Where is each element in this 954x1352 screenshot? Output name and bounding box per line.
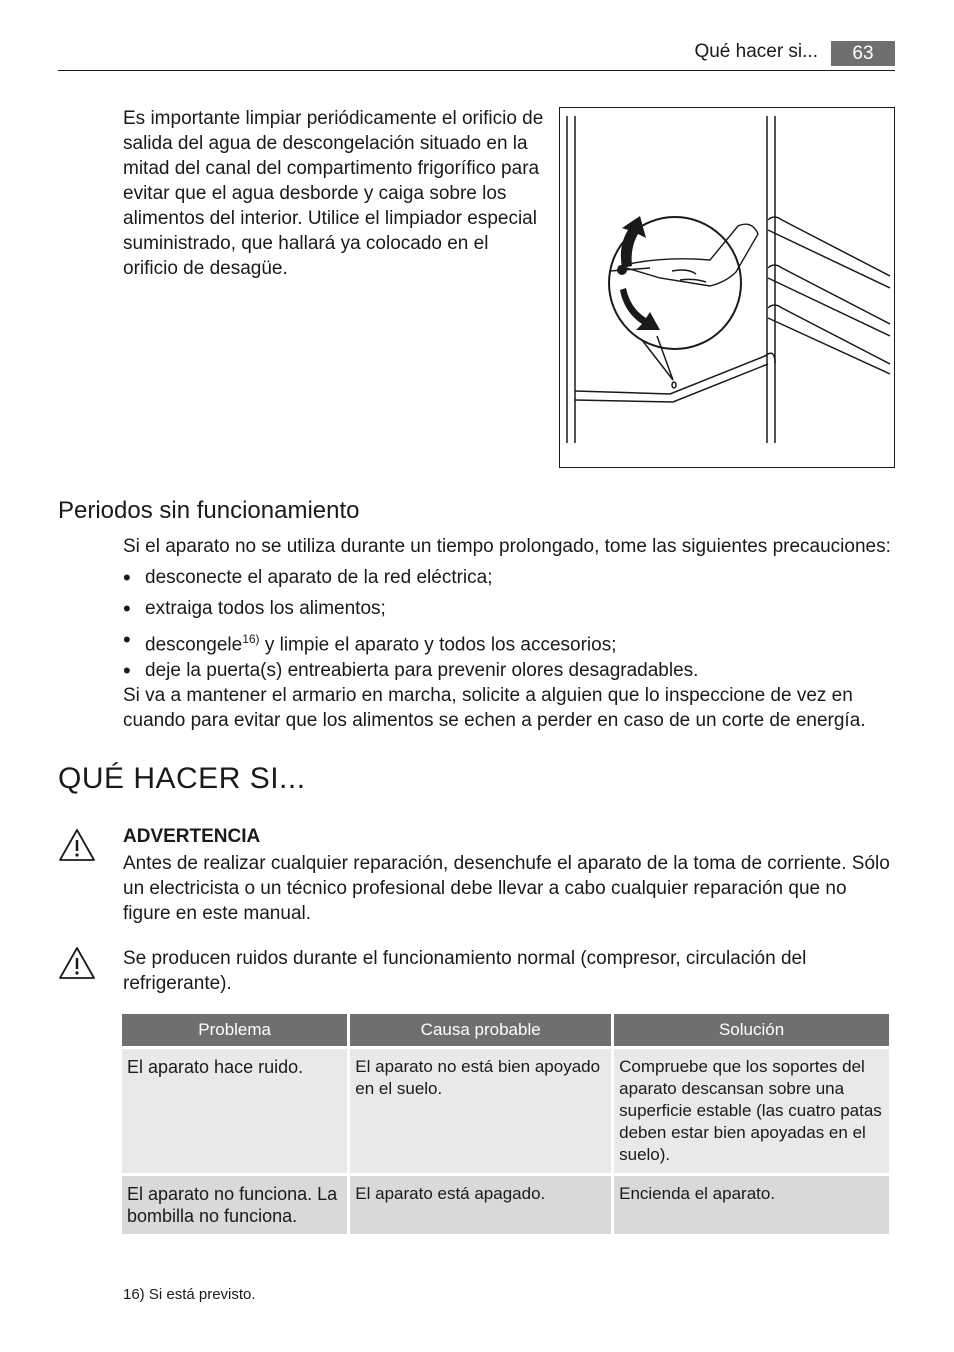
table-cell: El aparato no funciona. La bombilla no funciona. bbox=[122, 1176, 347, 1237]
section-title-periods: Periodos sin funcionamiento bbox=[58, 497, 360, 524]
table-header-row bbox=[122, 1014, 889, 1049]
column-header-cause: Causa probable bbox=[350, 1014, 611, 1049]
drain-cleaner-illustration bbox=[559, 107, 895, 468]
precautions-list bbox=[123, 565, 895, 689]
running-header: Qué hacer si... bbox=[694, 41, 818, 62]
troubleshooting-table bbox=[119, 1014, 892, 1237]
warning-title: ADVERTENCIA bbox=[123, 826, 261, 847]
periods-lead: Si el aparato no se utiliza durante un tiempo prolongado, tome las siguientes precauciones: bbox=[123, 536, 891, 557]
table-cell: Encienda el aparato. bbox=[614, 1176, 889, 1237]
list-item: • deje la puerta(s) entreabierta para prevenir olores desagradables. bbox=[123, 658, 895, 689]
page-number: 63 bbox=[831, 41, 895, 66]
periods-closing: Si va a mantener el armario en marcha, solicite a alguien que lo inspeccione de vez en cuando para evitar que los alimentos se echen a perder en caso de un corte de energía. bbox=[123, 685, 866, 731]
table-cell: Compruebe que los soportes del aparato descansan sobre una superficie estable (las cuatro patas deben estar bien apoyadas en el suelo). bbox=[614, 1049, 889, 1176]
table-cell: El aparato hace ruido. bbox=[122, 1049, 347, 1176]
list-item: • descongele$^{16)}$ y limpie el aparato y todos los accesorios; bbox=[123, 627, 895, 658]
warning-triangle-icon bbox=[58, 828, 96, 862]
column-header-problem: Problema bbox=[122, 1014, 347, 1049]
illustration-svg bbox=[560, 108, 894, 467]
noise-note: Se producen ruidos durante el funcionamiento normal (compresor, circulación del refrigerante). bbox=[123, 948, 807, 994]
footnote-ref: 16) bbox=[242, 632, 260, 646]
table-cell: El aparato está apagado. bbox=[350, 1176, 611, 1237]
list-item: • desconecte el aparato de la red eléctrica; bbox=[123, 565, 895, 596]
section-title-whatif: QUÉ HACER SI... bbox=[58, 762, 306, 795]
warning-triangle-icon bbox=[58, 946, 96, 980]
intro-paragraph: Es importante limpiar periódicamente el orificio de salida del agua de descongelación situado en la mitad del canal del compartimento frigorífico para evitar que el agua desborde y caiga sobre los alimentos del interior. Utilice el limpiador especial suministrado, que hallará ya colocado en el orificio de desagüe. bbox=[123, 108, 544, 279]
warning-text: Antes de realizar cualquier reparación, desenchufe el aparato de la toma de corriente. Sólo un electricista o un técnico profesional debe llevar a cabo cualquier reparación que no figure en este manual. bbox=[123, 853, 890, 924]
footnote: 16) Si está previsto. bbox=[123, 1286, 256, 1303]
table-cell: El aparato no está bien apoyado en el suelo. bbox=[350, 1049, 611, 1176]
column-header-solution: Solución bbox=[614, 1014, 889, 1049]
table-row bbox=[122, 1049, 889, 1176]
list-item: • extraiga todos los alimentos; bbox=[123, 596, 895, 627]
table-row bbox=[122, 1176, 889, 1237]
header-divider bbox=[58, 70, 895, 71]
